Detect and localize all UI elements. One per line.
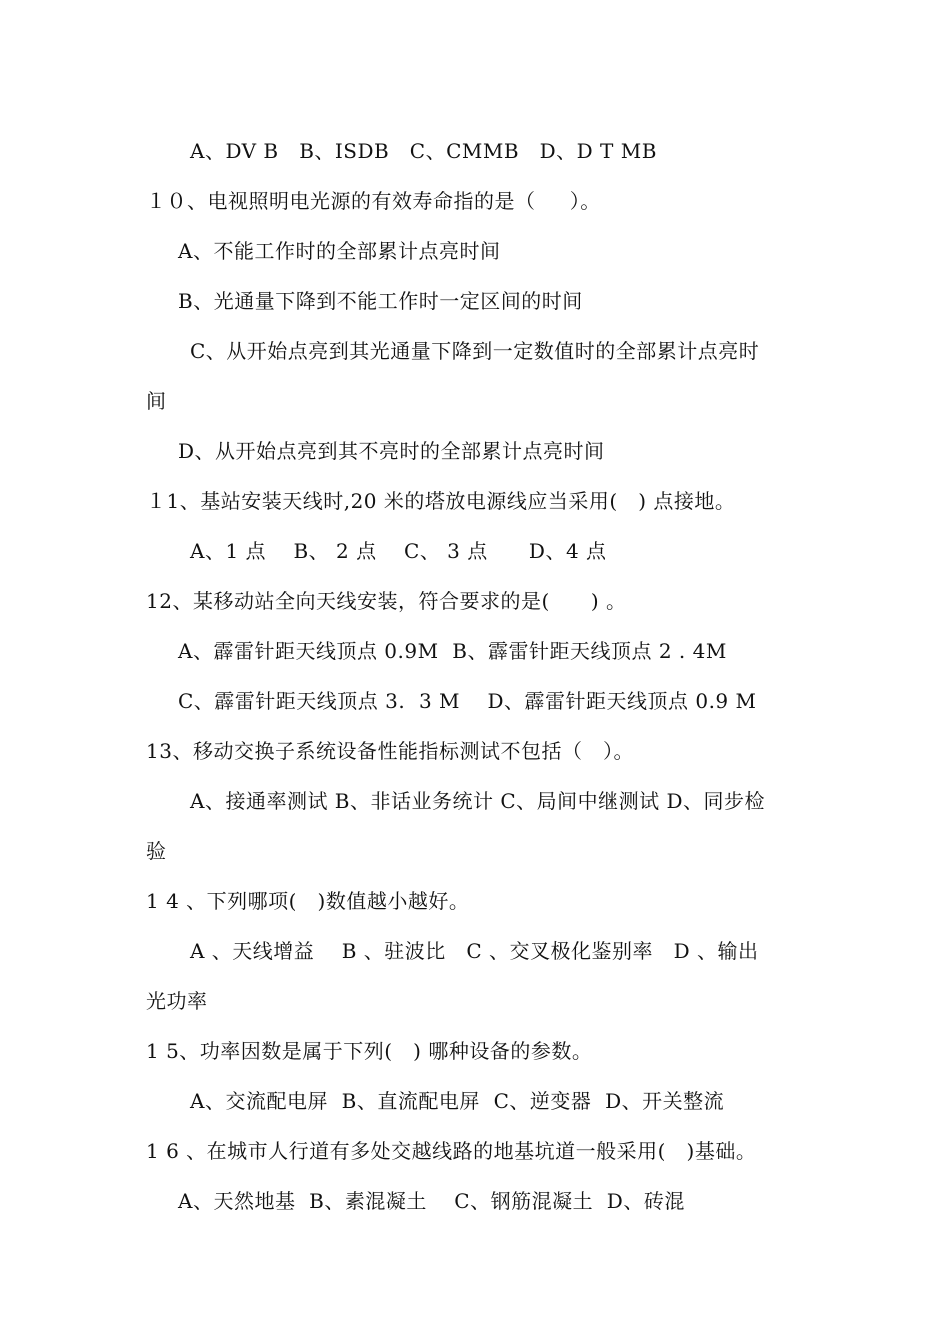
q10-option-d: D、从开始点亮到其不亮时的全部累计点亮时间: [178, 439, 605, 463]
q12-options-cd: C、霹雷针距天线顶点 3. 3 M D、霹雷针距天线顶点 0.9 M: [178, 689, 757, 713]
q11-options: A、1 点 B、 2 点 C、 3 点 D、4 点: [190, 539, 607, 563]
q14-options-wrap: 光功率: [146, 989, 208, 1013]
q16-question: 1 6 、在城市人行道有多处交越线路的地基坑道一般采用( )基础。: [146, 1139, 757, 1163]
q13-question: 13、移动交换子系统设备性能指标测试不包括（ ）。: [146, 739, 635, 763]
q15-question: 1 5、功率因数是属于下列( ) 哪种设备的参数。: [146, 1039, 593, 1063]
q11-question: １1、基站安装天线时,20 米的塔放电源线应当采用( ) 点接地。: [146, 489, 736, 513]
q12-options-ab: A、霹雷针距天线顶点 0.9M B、霹雷针距天线顶点 2 . 4M: [178, 639, 727, 663]
q10-option-b: B、光通量下降到不能工作时一定区间的时间: [178, 289, 583, 313]
q12-question: 12、某移动站全向天线安装，符合要求的是( ) 。: [146, 589, 627, 613]
q9-options: A、DV B B、ISDB C、CMMB D、D T MB: [190, 139, 657, 163]
q14-options: A 、天线增益 B 、驻波比 C 、交叉极化鉴别率 D 、输出: [190, 939, 759, 963]
q10-question: １０、电视照明电光源的有效寿命指的是（ ）。: [146, 189, 601, 213]
q14-question: 1 4 、下列哪项( )数值越小越好。: [146, 889, 470, 913]
q10-option-c: C、从开始点亮到其光通量下降到一定数值时的全部累计点亮时: [190, 339, 760, 363]
q15-options: A、交流配电屏 B、直流配电屏 C、逆变器 D、开关整流: [190, 1089, 725, 1113]
q16-options: A、天然地基 B、素混凝土 C、钢筋混凝土 D、砖混: [178, 1189, 685, 1213]
q10-option-c-wrap: 间: [146, 389, 167, 413]
q10-option-a: A、不能工作时的全部累计点亮时间: [178, 239, 501, 263]
q13-options-wrap: 验: [146, 839, 167, 863]
q13-options: A、接通率测试 B、非话业务统计 C、局间中继测试 D、同步检: [190, 789, 766, 813]
